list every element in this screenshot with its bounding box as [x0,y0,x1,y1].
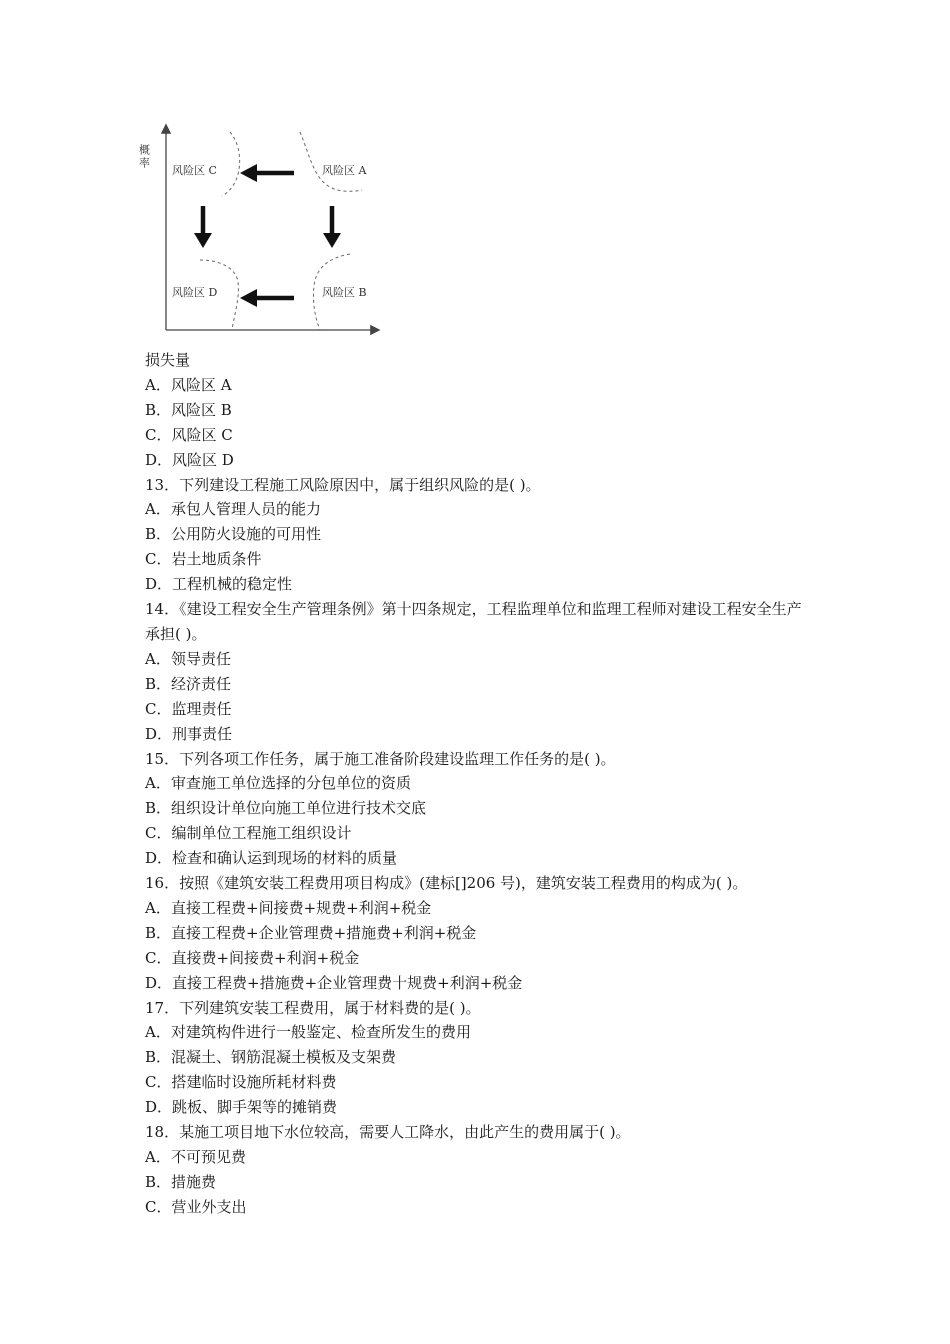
option-letter: C． [145,425,172,444]
option-letter: A． [145,649,171,668]
option-letter: D． [145,1098,173,1117]
answer-option [145,448,815,473]
option-text: 直接工程费+措施费+企业管理费十规费+利润+税金 [172,973,523,992]
option-letter: B． [145,400,172,419]
option-text: 经济责任 [171,674,232,693]
question-stem: 17．下列建筑安装工程费用，属于材料费的是( )。 [145,998,481,1017]
question-stem: 16．按照《建筑安装工程费用项目构成》(建标[]206 号)，建筑安装工程费用的构成为( )。 [145,874,748,893]
answer-option [145,946,815,971]
answer-option [145,398,815,423]
answer-option [145,1070,815,1095]
option-letter: A． [145,774,171,793]
answer-option [145,373,815,398]
answer-option [145,846,815,871]
option-text: 营业外支出 [171,1197,247,1216]
answer-option [145,697,815,722]
option-text: 组织设计单位向施工单位进行技术交底 [171,799,427,818]
option-letter: D． [145,849,173,868]
answer-option [145,1195,815,1220]
answer-option [145,921,815,946]
option-letter: D． [145,575,173,594]
option-text: 检查和确认运到现场的材料的质量 [172,849,398,868]
question-block [145,996,815,1121]
option-letter: C． [145,1073,172,1092]
option-text: 风险区 B [171,400,232,419]
option-letter: C． [145,824,172,843]
zone-b-label: 风险区 B [322,286,367,299]
option-letter: A． [145,1148,171,1166]
question-block [145,747,815,872]
option-letter: C． [145,948,172,967]
option-letter: B． [145,525,172,544]
risk-zone-diagram [137,120,385,340]
answer-option [145,1045,815,1070]
answer-option [145,771,815,796]
option-text: 直接费+间接费+利润+税金 [171,948,360,967]
y-axis-label: 概率 [137,144,151,170]
option-letter: B． [145,1172,172,1191]
answer-option [145,1020,815,1045]
answer-option [145,672,815,697]
answer-option [145,971,815,996]
question-12-options [145,373,815,473]
option-letter: D． [145,450,173,469]
option-letter: A． [145,898,171,917]
zone-a-boundary [300,132,362,191]
answer-option [145,1145,815,1170]
question-stem: 15．下列各项工作任务，属于施工准备阶段建设监理工作任务的是( )。 [145,749,616,768]
option-text: 风险区 A [171,375,232,394]
option-text: 编制单位工程施工组织设计 [171,824,352,843]
question-block [145,871,815,996]
option-text: 对建筑构件进行一般鉴定、检查所发生的费用 [171,1023,472,1042]
answer-option [145,796,815,821]
question-stem: 13．下列建设工程施工风险原因中，属于组织风险的是( )。 [145,475,541,494]
option-letter: C． [145,1197,172,1216]
option-text: 监理责任 [171,699,232,718]
option-text: 搭建临时设施所耗材料费 [171,1073,337,1092]
arrow-a-to-c [240,164,294,182]
arrow-b-to-d [240,289,294,307]
option-text: 风险区 C [171,425,233,444]
zone-c-label: 风险区 C [172,164,217,177]
option-letter: C． [145,550,172,569]
answer-option [145,821,815,846]
option-text: 领导责任 [171,649,232,668]
option-letter: B． [145,1048,172,1067]
answer-option [145,896,815,921]
option-text: 风险区 D [172,450,234,469]
option-letter: B． [145,799,172,818]
option-text: 审查施工单位选择的分包单位的资质 [171,774,412,793]
option-letter: B． [145,674,172,693]
option-text: 不可预见费 [171,1148,247,1166]
option-text: 混凝土、钢筋混凝土模板及支架费 [171,1048,397,1067]
question-block [145,1120,815,1220]
answer-option [145,572,815,597]
zone-d-label: 风险区 D [172,286,218,299]
option-text: 刑事责任 [172,724,233,743]
option-text: 直接工程费+间接费+规费+利润+税金 [171,898,432,917]
zone-c-boundary [222,132,240,196]
option-text: 承包人管理人员的能力 [171,500,322,519]
answer-option [145,647,815,672]
answer-option [145,423,815,448]
x-axis-caption: 损失量 [145,351,191,369]
option-letter: A． [145,1023,171,1042]
zone-a-label: 风险区 A [322,164,367,177]
option-text: 措施费 [171,1172,217,1191]
answer-option [145,522,815,547]
option-text: 工程机械的稳定性 [172,575,293,594]
answer-option [145,497,815,522]
question-content [145,348,815,1220]
option-text: 岩土地质条件 [171,550,262,569]
question-stem: 14．《建设工程安全生产管理条例》第十四条规定，工程监理单位和监理工程师对建设工程安全生产承担( )。 [145,600,802,643]
option-letter: C． [145,699,172,718]
option-letter: A． [145,375,171,394]
option-letter: A． [145,500,171,519]
question-list [145,473,815,1220]
option-text: 公用防火设施的可用性 [171,525,322,544]
option-letter: D． [145,724,173,743]
option-letter: B． [145,923,172,942]
question-block [145,473,815,598]
question-block [145,597,815,746]
answer-option [145,722,815,747]
option-text: 直接工程费+企业管理费+措施费+利润+税金 [171,923,477,942]
answer-option [145,547,815,572]
question-stem: 18．某施工项目地下水位较高，需要人工降水，由此产生的费用属于( )。 [145,1123,631,1142]
answer-option [145,1170,815,1195]
option-letter: D． [145,973,173,992]
answer-option [145,1095,815,1120]
arrow-c-to-d [194,206,212,248]
option-text: 跳板、脚手架等的摊销费 [172,1098,338,1117]
arrow-a-to-b [323,206,341,248]
